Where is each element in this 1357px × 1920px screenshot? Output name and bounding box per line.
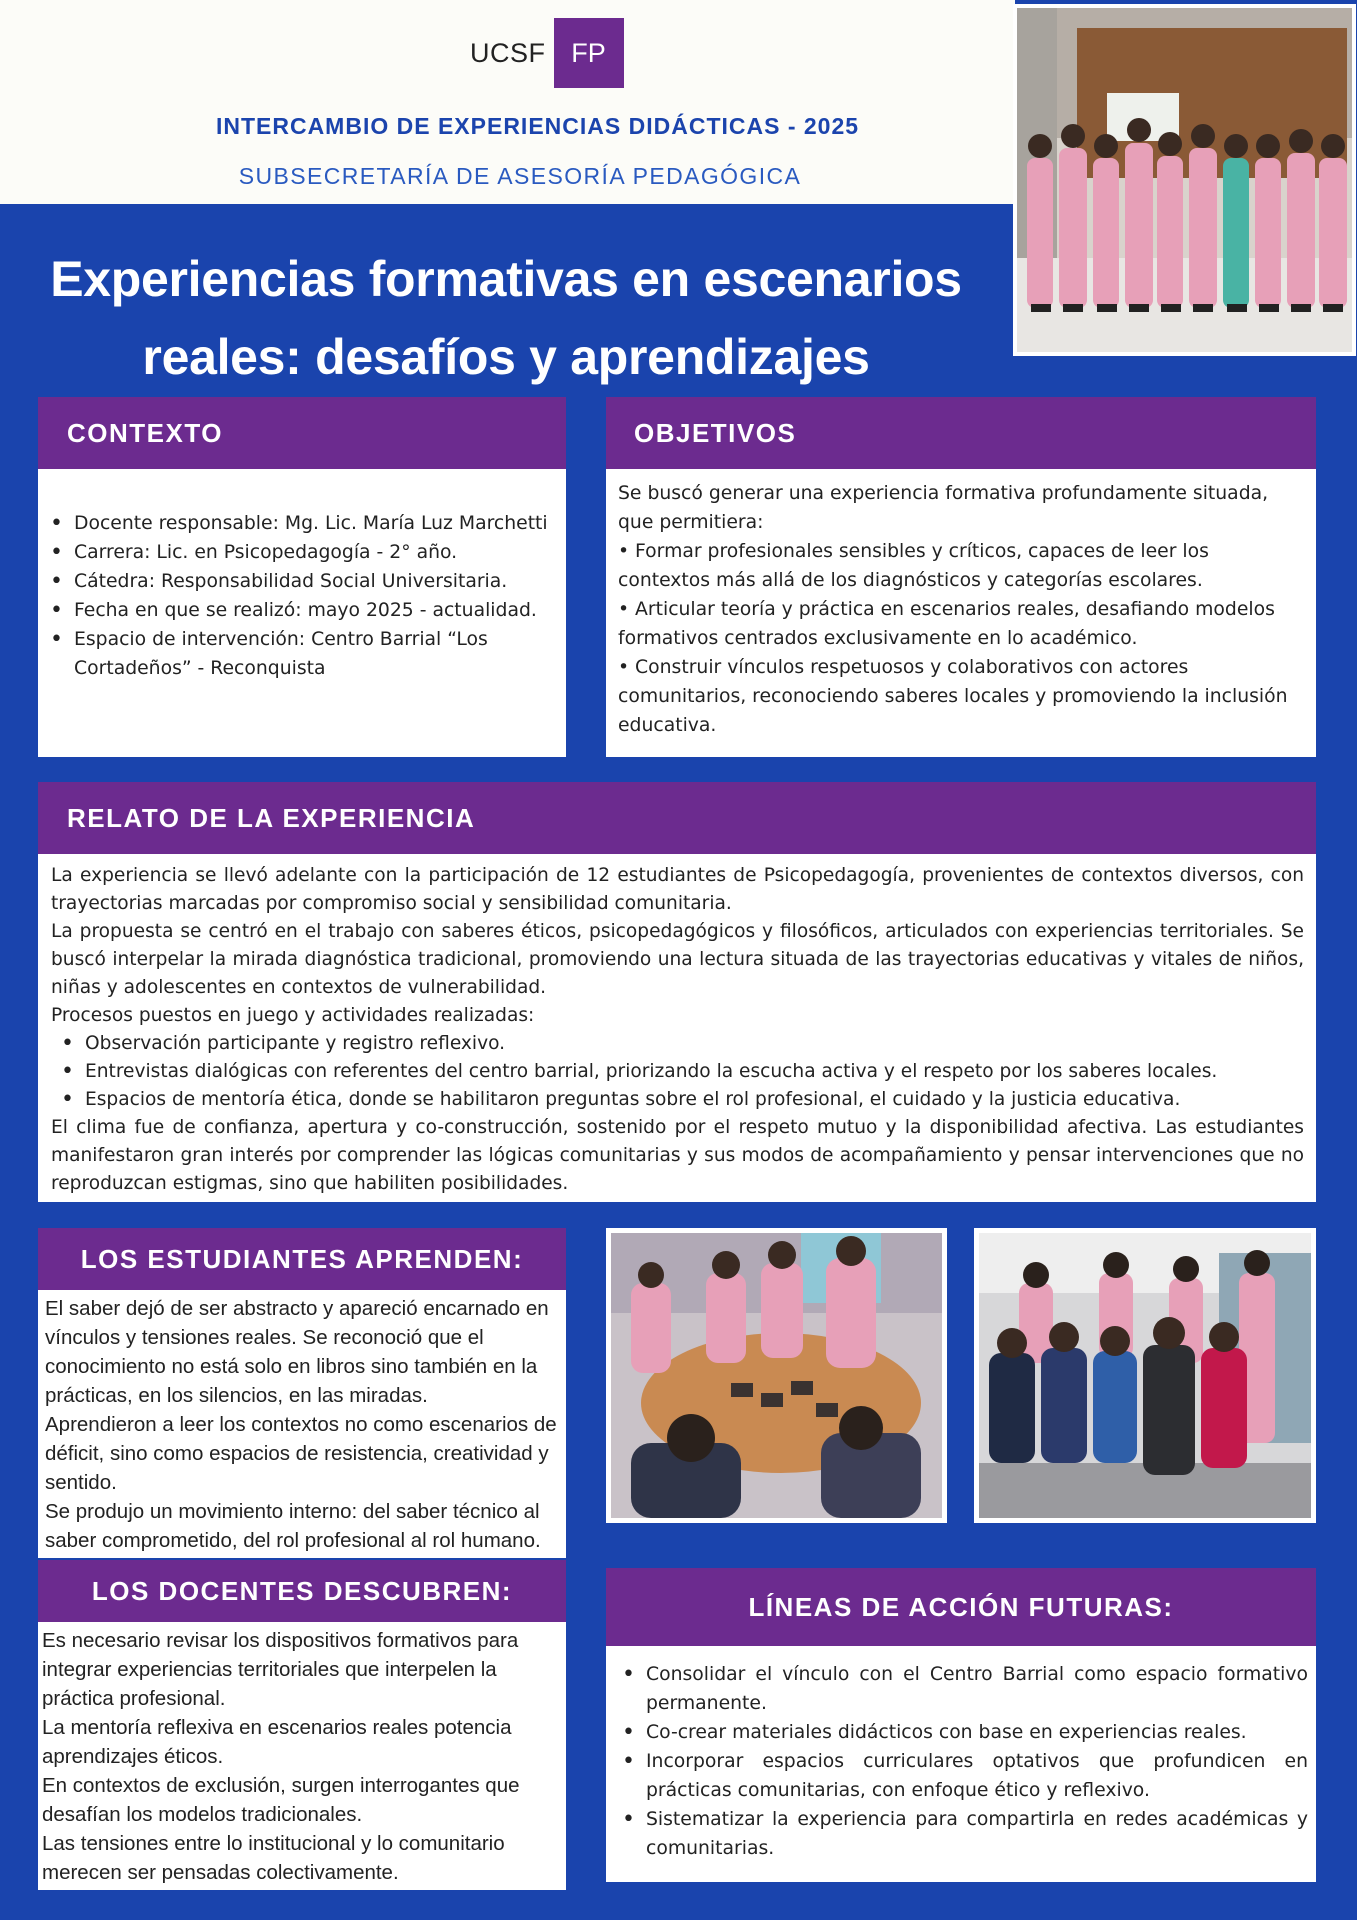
- list-item: • Carrera: Lic. en Psicopedagogía - 2° año.: [44, 538, 560, 567]
- objetivos-item: • Articular teoría y práctica en escenarios reales, desafiando modelos formativos centrados exclusivamente en lo académico.: [618, 599, 1275, 649]
- page-title-line1: Experiencias formativas en escenarios: [50, 251, 962, 307]
- objetivos-item: • Formar profesionales sensibles y críticos, capaces de leer los contextos más allá de los diagnósticos y categorías escolares.: [618, 541, 1209, 591]
- relato-list: [51, 1030, 1304, 1114]
- estudiantes-heading: LOS ESTUDIANTES APRENDEN:: [38, 1228, 566, 1290]
- objetivos-item: • Construir vínculos respetuosos y colaborativos con actores comunitarios, reconociendo saberes locales y promoviendo la inclusión educativa.: [618, 657, 1288, 736]
- list-item: • Co-crear materiales didácticos con base en experiencias reales.: [616, 1718, 1308, 1747]
- logo-ucsf-text: UCSF: [470, 37, 546, 68]
- relato-paragraph: Procesos puestos en juego y actividades realizadas:: [51, 1005, 535, 1026]
- relato-paragraph: El clima fue de confianza, apertura y co-construcción, sostenido por el respeto mutuo y la disponibilidad afectiva. Las estudiantes manifestaron gran interés por comprender las lógicas comunitarias y sus modos de acompañamiento y pensar intervenciones que no reproduzcan estigmas, sino que habiliten posibilidades.: [51, 1117, 1304, 1194]
- page-title: [0, 240, 1012, 396]
- page-title-line2: reales: desafíos y aprendizajes: [142, 329, 870, 385]
- contexto-heading: CONTEXTO: [38, 397, 566, 469]
- list-item: • Docente responsable: Mg. Lic. María Luz Marchetti: [44, 509, 560, 538]
- lineas-card: [606, 1568, 1316, 1882]
- docentes-card: [38, 1560, 566, 1890]
- list-item: • Sistematizar la experiencia para compartirla en redes académicas y comunitarias.: [616, 1805, 1308, 1863]
- logo-fp-box: FP: [554, 18, 624, 88]
- lineas-list: [616, 1660, 1308, 1863]
- objetivos-body: [606, 469, 1316, 740]
- list-item: • Espacio de intervención: Centro Barrial “Los Cortadeños” - Reconquista: [44, 625, 560, 683]
- docentes-text: Es necesario revisar los dispositivos formativos para integrar experiencias territoriales que interpelen la práctica profesional.: [42, 1629, 519, 1710]
- event-title: INTERCAMBIO DE EXPERIENCIAS DIDÁCTICAS - 2025: [215, 113, 860, 139]
- relato-paragraph: La experiencia se llevó adelante con la participación de 12 estudiantes de Psicopedagogía, provenientes de contextos diversos, con trayectorias marcadas por compromiso social y sensibilidad comunitaria.: [51, 865, 1304, 914]
- docentes-text: Las tensiones entre lo institucional y lo comunitario merecen ser pensadas colectivamente.: [42, 1832, 505, 1884]
- objetivos-card: [606, 397, 1316, 757]
- event-subtitle: SUBSECRETARÍA DE ASESORÍA PEDAGÓGICA: [238, 163, 802, 189]
- outdoor-group-photo: [974, 1228, 1316, 1523]
- docentes-body: [38, 1622, 566, 1887]
- list-item: • Entrevistas dialógicas con referentes del centro barrial, priorizando la escucha activa y el respeto por los saberes locales.: [55, 1058, 1304, 1086]
- objetivos-heading: OBJETIVOS: [606, 397, 1316, 469]
- relato-heading: RELATO DE LA EXPERIENCIA: [38, 782, 1316, 854]
- docentes-heading: LOS DOCENTES DESCUBREN:: [38, 1560, 566, 1622]
- objetivos-intro: Se buscó generar una experiencia formativa profundamente situada, que permitiera:: [618, 483, 1269, 533]
- contexto-card: [38, 397, 566, 757]
- estudiantes-text: El saber dejó de ser abstracto y apareció encarnado en vínculos y tensiones reales. Se reconoció que el conocimiento no está solo en libros sino también en la prácticas, en los silencios, en las miradas.: [45, 1297, 549, 1407]
- contexto-body: [38, 469, 566, 683]
- relato-paragraph: La propuesta se centró en el trabajo con saberes éticos, psicopedagógicos y filosóficos, articulados con experiencias territoriales. Se buscó interpelar la mirada diagnóstica tradicional, promoviendo una lectura situada de las trayectorias educativas y vitales de niños, niñas y adolescentes en contextos de vulnerabilidad.: [51, 921, 1304, 998]
- list-item: • Incorporar espacios curriculares optativos que profundicen en prácticas comunitarias, con enfoque ético y reflexivo.: [616, 1747, 1308, 1805]
- relato-card: [38, 782, 1316, 1202]
- docentes-text: La mentoría reflexiva en escenarios reales potencia aprendizajes éticos.: [42, 1716, 512, 1768]
- estudiantes-text: Se produjo un movimiento interno: del saber técnico al saber comprometido, del rol profesional al rol humano.: [45, 1500, 541, 1552]
- lineas-heading: LÍNEAS DE ACCIÓN FUTURAS:: [606, 1568, 1316, 1646]
- estudiantes-body: [38, 1290, 566, 1555]
- list-item: • Cátedra: Responsabilidad Social Universitaria.: [44, 567, 560, 596]
- list-item: • Fecha en que se realizó: mayo 2025 - actualidad.: [44, 596, 560, 625]
- list-item: • Espacios de mentoría ética, donde se habilitaron preguntas sobre el rol profesional, el cuidado y la justicia educativa.: [55, 1086, 1304, 1114]
- list-item: • Consolidar el vínculo con el Centro Barrial como espacio formativo permanente.: [616, 1660, 1308, 1718]
- estudiantes-text: Aprendieron a leer los contextos no como escenarios de déficit, sino como espacios de resistencia, creatividad y sentido.: [45, 1413, 557, 1494]
- contexto-list: [44, 509, 560, 683]
- docentes-text: En contextos de exclusión, surgen interrogantes que desafían los modelos tradicionales.: [42, 1774, 520, 1826]
- list-item: • Observación participante y registro reflexivo.: [55, 1030, 1304, 1058]
- group-photo-top: [1013, 4, 1356, 356]
- estudiantes-card: [38, 1228, 566, 1558]
- lineas-body: [606, 1646, 1316, 1863]
- relato-body: [38, 854, 1316, 1198]
- ucsf-fp-logo: [470, 18, 624, 88]
- activity-photo: [606, 1228, 947, 1523]
